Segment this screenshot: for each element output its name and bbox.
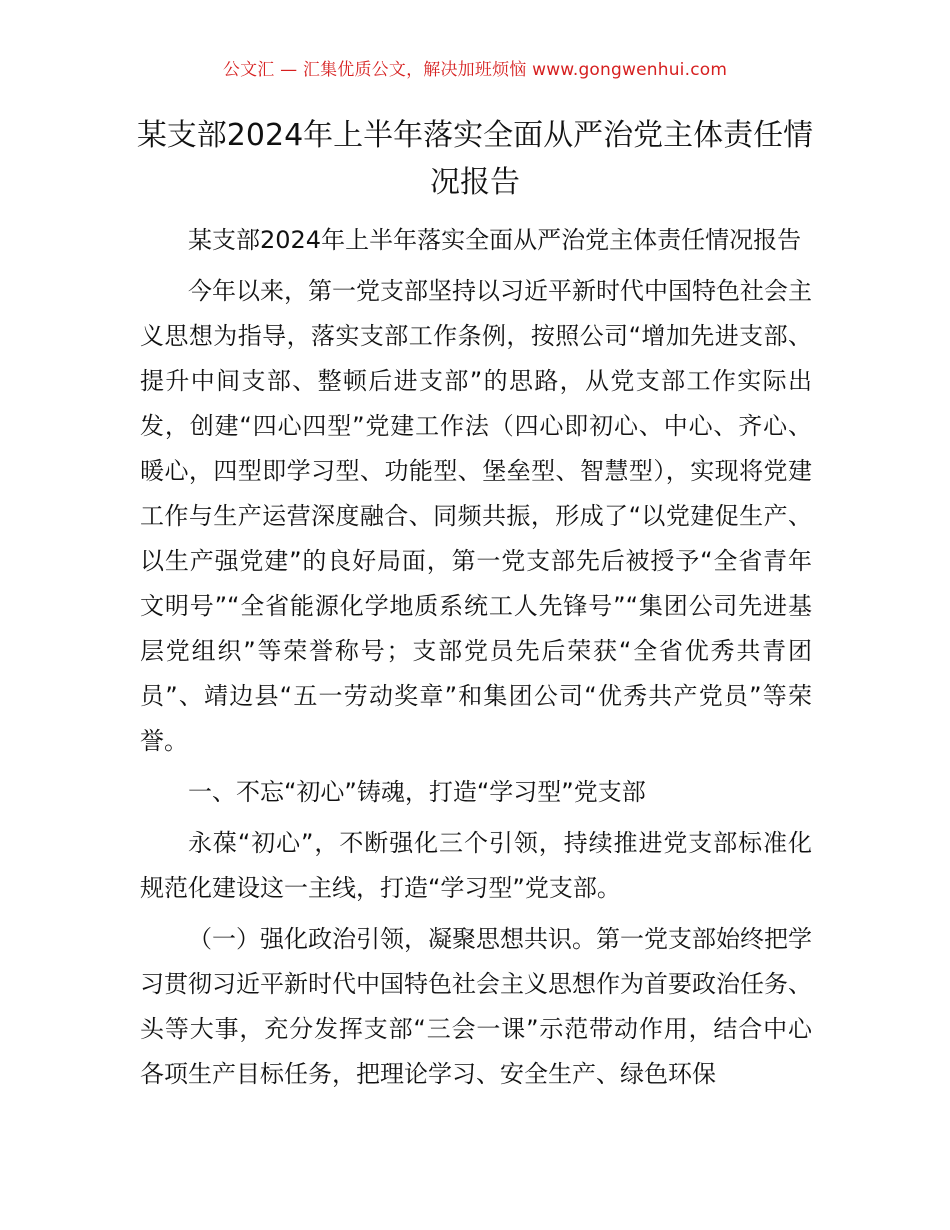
paragraph-intro: 今年以来，第一党支部坚持以习近平新时代中国特色社会主义思想为指导，落实支部工作条例，按照公司“增加先进支部、提升中间支部、整顿后进支部”的思路，从党支部工作实际出发，创建“四心四型”党建工作法（四心即初心、中心、齐心、暖心，四型即学习型、功能型、堡垒型、智慧型），实现将党建工作与生产运营深度融合、同频共振，形成了“以党建促生产、以生产强党建”的良好局面，第一党支部先后被授予“全省青年文明号”“全省能源化学地质系统工人先锋号”“集团公司先进基层党组织”等荣誉称号；支部党员先后荣获“全省优秀共青团员”、靖边县“五一劳动奖章”和集团公司“优秀共产党员”等荣誉。 xyxy=(140,277,812,755)
section-heading-1: 一、不忘“初心”铸魂，打造“学习型”党支部 xyxy=(188,778,646,806)
site-banner: 公文汇 — 汇集优质公文，解决加班烦恼 www.gongwenhui.com xyxy=(222,60,728,80)
document-title: 某支部2024年上半年落实全面从严治党主体责任情况报告 xyxy=(136,118,814,200)
paragraph-repeat-title: 某支部2024年上半年落实全面从严治党主体责任情况报告 xyxy=(188,226,802,254)
paragraph-subsection-1: （一）强化政治引领，凝聚思想共识。第一党支部始终把学习贯彻习近平新时代中国特色社会主义思想作为首要政治任务、头等大事，充分发挥支部“三会一课”示范带动作用，结合中心各项生产目标任务，把理论学习、安全生产、绿色环保 xyxy=(140,925,812,1088)
document-body xyxy=(140,218,812,1103)
paragraph-section-1: 永葆“初心”，不断强化三个引领，持续推进党支部标准化规范化建设这一主线，打造“学习型”党支部。 xyxy=(140,829,812,902)
